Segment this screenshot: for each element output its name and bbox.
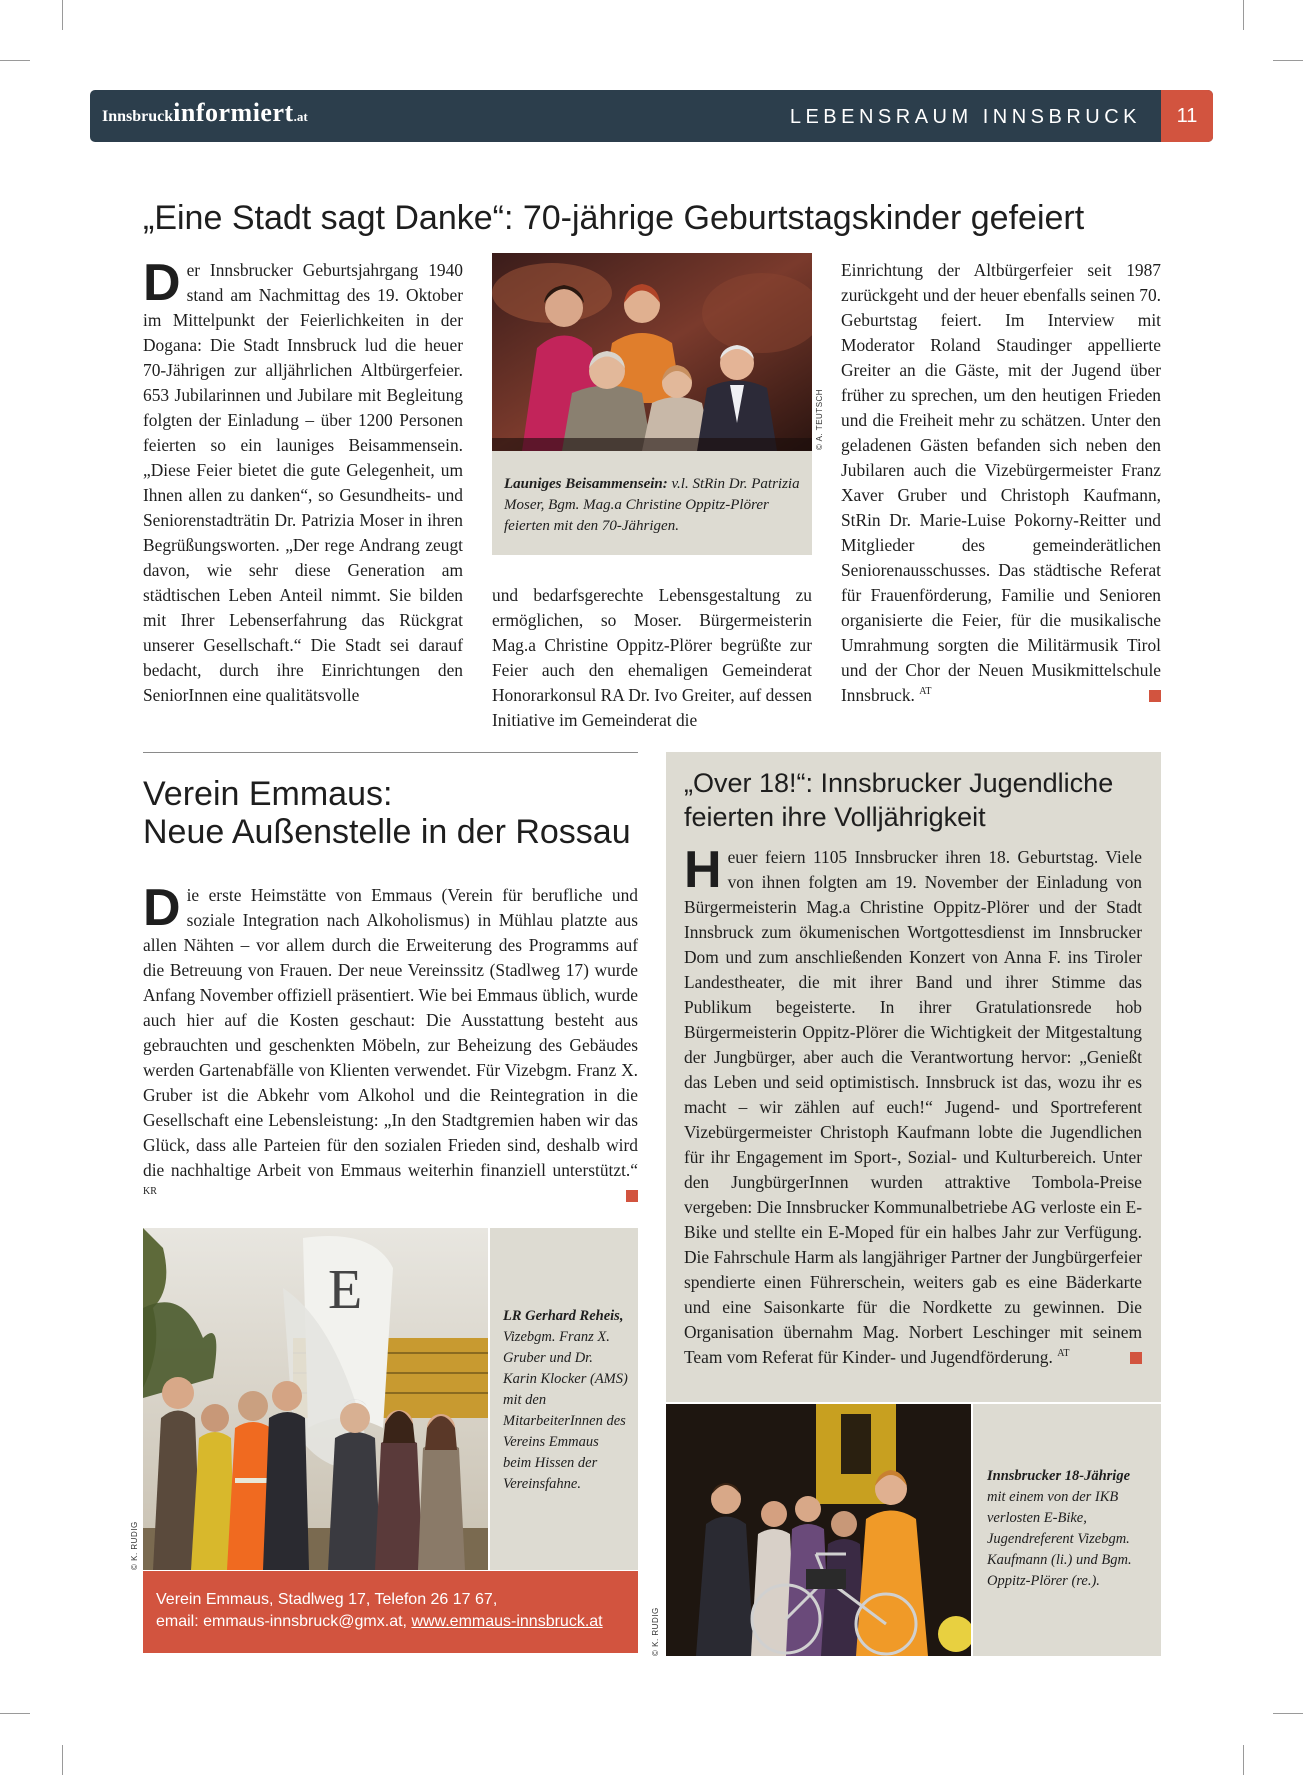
- photo-illustration-group: [666, 1404, 971, 1656]
- article1-headline: „Eine Stadt sagt Danke“: 70-jährige Geburtstagskinder gefeiert: [143, 199, 1085, 237]
- crop-mark: [1243, 1745, 1244, 1775]
- crop-mark: [0, 1713, 30, 1714]
- crop-mark: [1243, 0, 1244, 30]
- website-link[interactable]: www.emmaus-innsbruck.at: [411, 1613, 603, 1630]
- end-square-icon: [1149, 690, 1161, 702]
- article3-body: Heuer feiern 1105 Innsbrucker ihren 18. Geburtstag. Viele von ihnen folgten am 19. November der Einladung von Bürgermeisterin Mag.a Christine Oppitz-Plörer und der Stadt Innsbruck zum ökumenischen Wortgottesdienst im Innsbrucker Dom und zum anschließenden Konzert von Anna F. ins Tiroler Landestheater, die mit ihrer Band und ihrer Stimme das Publikum begeisterte. In ihrer Gratulationsrede hob Bürgermeisterin Oppitz-Plörer die Wichtigkeit der Mitgestaltung der Jungbürger, aber auch die Verantwortung hervor: „Genießt das Leben und seid optimistisch. Innsbruck ist das, wozu ihr es macht – wir zählen auf euch!“ Jugend- und Sportreferent Vizebürgermeister Christoph Kaufmann lobte die Jugendlichen für ihr Engagement im Sport-, Sozial- und Kulturbereich. Unter den JungbürgerInnen wurden attraktive Tombola-Preise vergeben: Die Innsbrucker Kommunalbetriebe AG verloste ein E-Bike und stellte ein E-Moped für ein halbes Jahr zur Verfügung. Die Fahrschule Harm als langjähriger Partner der Jungbürgerfeier spendierte einen Führerschein, weiters gab es eine Bäderkarte und eine Saisonkarte für die Nordkette zu gewinnen. Die Organisation übernahm Mag. Norbert Leschinger mit seinem Team vom Referat für Kinder- und Jugendförderung. $^{AT}$: [684, 841, 1142, 1367]
- author-initials: AT: [1057, 1348, 1070, 1360]
- end-square-icon: [1130, 1352, 1142, 1364]
- photo-illustration-group: [492, 253, 812, 451]
- section-label: LEBENSRAUM INNSBRUCK: [789, 106, 1141, 128]
- contact-address: Verein Emmaus, Stadlweg 17, Telefon 26 17 67,: [156, 1591, 498, 1608]
- article3-caption: Innsbrucker 18-Jährige mit einem von der IKB verlosten E-Bike, Jugendreferent Vizebgm. Kaufmann (li.) und Bgm. Oppitz-Plörer (re.).: [987, 1468, 1132, 1589]
- photo-credit: © K. RUDIG: [651, 1607, 660, 1656]
- article2-headline: Verein Emmaus: Neue Außenstelle in der Rossau: [143, 775, 631, 851]
- article1-column-3: [841, 258, 1161, 708]
- article2-body: Die erste Heimstätte von Emmaus (Verein für berufliche und soziale Integration nach Alkoholismus) in Mühlau platzte aus allen Nähten – vor allem durch die Erweiterung des Programms auf die Betreuung von Frauen. Der neue Vereinssitz (Stadlweg 17) wurde Anfang November offiziell präsentiert. Wie bei Emmaus üblich, wurde auch hier auf die Kosten geschaut: Die Ausstattung besteht aus gebrauchten und geschenkten Möbeln, zur Beheizung des Gebäudes werden Gartenabfälle von Klienten verwendet. Für Vizebgm. Franz X. Gruber ist die Abkehr vom Alkohol und die Reintegration in die Gesellschaft eine Lebensleistung: „In den Stadtgremien haben wir das Glück, dass alle Parteien für den sozialen Frieden sind, deshalb wird die nachhaltige Arbeit von Emmaus weiterhin finanziell unterstützt.“ $^{KR}$: [143, 883, 638, 1208]
- article1-column-2: und bedarfsgerechte Lebensgestaltung zu ermöglichen, so Moser. Bürgermeisterin Mag.a Christine Oppitz-Plörer begrüßte zur Feier auch den ehemaligen Gemeinderat Honorarkonsul RA Dr. Ivo Greiter, auf dessen Initiative im Gemeinderat die: [492, 585, 812, 730]
- dropcap: H: [684, 841, 722, 899]
- page-number: 11: [1161, 90, 1213, 142]
- masthead-logo: Innsbruckinformiert.at: [102, 98, 308, 127]
- article1-text-1: er Innsbrucker Geburtsjahrgang 1940 stand am Nachmittag des 19. Oktober im Mittelpunkt der Feierlichkeiten in der Dogana: Die Stadt Innsbruck lud die heuer 70-Jährigen zur alljährlichen Altbürgerfeier. 653 Jubilarinnen und Jubilare mit Begleitung folgten der Einladung – über 1200 Personen feierten so ein launiges Beisammensein. „Diese Feier bietet die gute Gelegenheit, um Ihnen allen zu danken“, so Gesundheits- und Seniorenstadträtin Dr. Patrizia Moser in ihren Begrüßungsworten. „Der rege Andrang zeugt davon, wie sehr diese Generation am städtischen Leben Anteil nimmt. Sie bilden mit Ihrer Lebenserfahrung das Rückgrat unserer Gesellschaft.“ Die Stadt sei darauf bedacht, durch ihre Einrichtungen den SeniorInnen eine qualitätsvolle: [143, 260, 463, 705]
- article3-headline: „Over 18!“: Innsbrucker Jugendliche feierten ihre Volljährigkeit: [684, 768, 1114, 832]
- dropcap: D: [143, 254, 181, 312]
- article1-photo: [492, 253, 812, 451]
- article1-caption: Launiges Beisammensein: v.l. StRin Dr. Patrizia Moser, Bgm. Mag.a Christine Oppitz-Plörer feierten mit den 70-Jährigen.: [504, 476, 800, 534]
- crop-mark: [62, 1745, 63, 1775]
- end-square-icon: [626, 1190, 638, 1202]
- author-initials: KR: [143, 1186, 157, 1198]
- crop-mark: [1273, 1713, 1303, 1714]
- photo-illustration-group: [143, 1228, 488, 1570]
- section-divider: [143, 752, 638, 753]
- author-initials: AT: [919, 686, 932, 698]
- dropcap: D: [143, 879, 181, 937]
- article1-text-3: Einrichtung der Altbürgerfeier seit 1987 zurückgeht und der heuer ebenfalls seinen 70. Geburtstag feiert. Im Interview mit Moderator Roland Staudinger appellierte Greiter an die Gäste, mit der Jugend über früher zu sprechen, um den heutigen Frieden und die Freiheit mehr zu schätzen. Unter den geladenen Gästen befanden sich neben den Jubilaren auch die Vizebürgermeister Franz Xaver Gruber und Christoph Kaufmann, StRin Dr. Marie-Luise Pokorny-Reitter und Mitglieder des gemeinderätlichen Seniorenausschusses. Das städtische Referat für Frauenförderung, Familie und Senioren organisierte die Feier, für die musikalische Umrahmung sorgten die Militärmusik Tirol und der Chor der Neuen Musikmittelschule Innsbruck.: [841, 260, 1161, 705]
- photo-credit: © A. TEUTSCH: [815, 388, 824, 450]
- page-header: [90, 90, 1213, 142]
- contact-email: email: emmaus-innsbruck@gmx.at,: [156, 1613, 412, 1630]
- crop-mark: [62, 0, 63, 30]
- contact-info-box: [143, 1571, 638, 1653]
- article2-photo: [143, 1228, 488, 1570]
- photo-credit: © K. RUDIG: [130, 1521, 139, 1570]
- article3-photo: [666, 1404, 971, 1656]
- article2-caption: LR Gerhard Reheis, Vizebgm. Franz X. Gruber und Dr. Karin Klocker (AMS) mit den MitarbeiterInnen des Vereins Emmaus beim Hissen der Vereinsfahne.: [503, 1308, 628, 1492]
- article1-column-1: [143, 254, 463, 708]
- crop-mark: [1273, 60, 1303, 61]
- flag-letter: E: [328, 1259, 363, 1321]
- crop-mark: [0, 60, 30, 61]
